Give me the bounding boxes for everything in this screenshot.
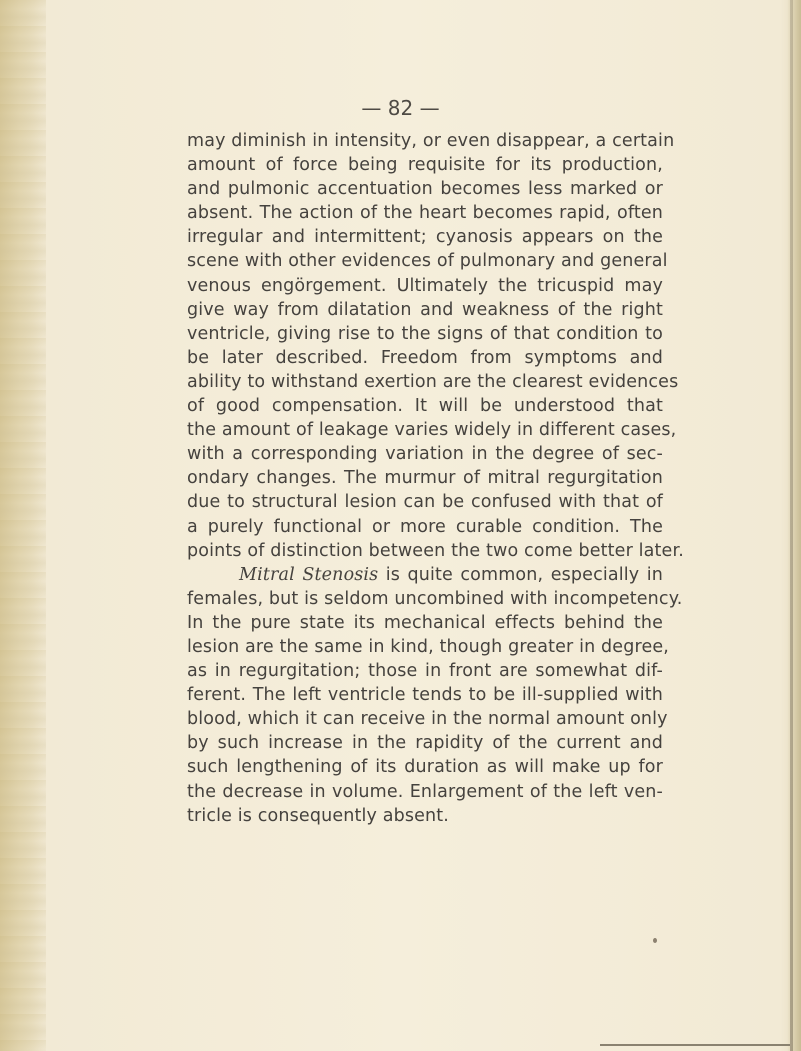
page-number: — 82 — (361, 96, 440, 120)
text-line: such lengthening of its duration as will make up for (187, 757, 663, 778)
text-line: by such increase in the rapidity of the current and (187, 733, 663, 754)
text-line: a purely functional or more curable condition. The (187, 516, 663, 537)
text-line: ventricle, giving rise to the signs of that condition to (187, 323, 663, 344)
text-line: points of distinction between the two come better later. (187, 540, 684, 561)
page-edge-left (0, 0, 46, 1051)
text-line: of good compensation. It will be understood that (187, 396, 663, 417)
text-line: females, but is seldom uncombined with incompetency. (187, 588, 683, 609)
text-line: may diminish in intensity, or even disappear, a certain (187, 131, 675, 151)
text-line: ferent. The left ventricle tends to be ill-supplied with (187, 685, 663, 706)
section-heading: Mitral Stenosis (239, 564, 379, 585)
text-line: due to structural lesion can be confused with that of (187, 492, 663, 513)
body-text (187, 129, 684, 828)
section-first-line-text: is quite common, especially in (378, 564, 663, 585)
text-line: be later described. Freedom from symptoms and (187, 347, 663, 368)
text-line: as in regurgitation; those in front are somewhat dif- (187, 661, 663, 682)
text-line: and pulmonic accentuation becomes less marked or (187, 179, 663, 200)
text-line: tricle is consequently absent. (187, 805, 450, 826)
text-line: blood, which it can receive in the normal amount only (187, 709, 668, 730)
text-line: give way from dilatation and weakness of the right (187, 299, 663, 320)
section-first-line (187, 563, 663, 587)
text-line: In the pure state its mechanical effects behind the (187, 612, 663, 633)
ink-speck (653, 938, 657, 943)
text-line: irregular and intermittent; cyanosis appears on the (187, 227, 663, 248)
text-line: amount of force being requisite for its production, (187, 155, 663, 176)
text-line: with a corresponding variation in the degree of sec- (187, 444, 663, 465)
text-line: lesion are the same in kind, though greater in degree, (187, 636, 669, 657)
text-line: venous engörgement. Ultimately the tricuspid may (187, 275, 663, 296)
text-line: the amount of leakage varies widely in different cases, (187, 420, 677, 441)
page-shadow-line (790, 0, 793, 1051)
text-line: ability to withstand exertion are the clearest evidences (187, 371, 679, 392)
text-line: absent. The action of the heart becomes rapid, often (187, 203, 663, 224)
text-line: scene with other evidences of pulmonary and general (187, 251, 668, 272)
page-bottom-rule (600, 1044, 790, 1046)
text-line: the decrease in volume. Enlargement of the left ven- (187, 781, 663, 802)
text-line: ondary changes. The murmur of mitral regurgitation (187, 468, 663, 489)
